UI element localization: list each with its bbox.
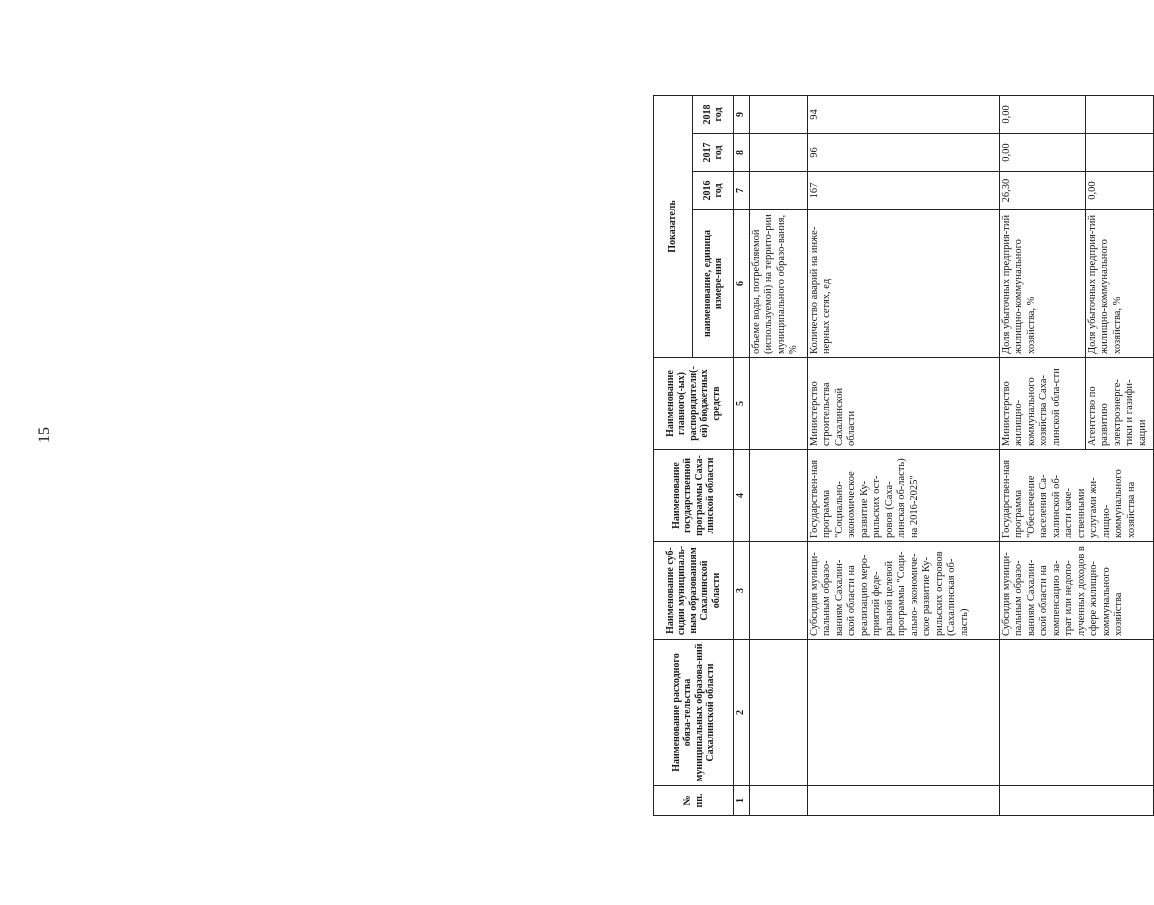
colnum-8: 8 [734,134,750,172]
header-number: № пп. [654,786,734,816]
subsidy-table [653,95,1154,816]
row3-indicator-a: Доля убыточных предприя-тий жилищно-коммунального хозяйства, % [999,210,1085,358]
colnum-5: 5 [734,358,750,450]
colnum-2: 2 [734,640,750,786]
row3-2016-a: 26,30 [999,172,1085,210]
rotated-table-container [653,96,1148,816]
row3-2016-b: 0,00 [1085,172,1153,210]
header-year-2017: 2017 год [693,134,734,172]
colnum-1: 1 [734,786,750,816]
row3-2018-b [1085,95,1153,133]
header-year-2016: 2016 год [693,172,734,210]
colnum-9: 9 [734,95,750,133]
row3-obligation [999,640,1153,786]
header-obligation: Наименование расходного обяза-тельства муниципальных образова-ний Сахалинской области [654,640,734,786]
page-number: 15 [36,427,53,443]
row2-2018: 94 [807,95,999,133]
column-number-row [734,95,750,815]
row1-indicator: объеме воды, потребляемой (используемой) на террито-рии муниципального образо-вания, % [749,210,807,358]
row1-2017 [749,134,807,172]
row3-2017-a: 0,00 [999,134,1085,172]
row1-administrator [749,358,807,450]
header-year-2018: 2018 год [693,95,734,133]
table-row [999,95,1085,815]
colnum-3: 3 [734,542,750,640]
colnum-6: 6 [734,210,750,358]
row1-number [749,786,807,816]
row1-program [749,450,807,542]
row3-2018-a: 0,00 [999,95,1085,133]
table-row [749,95,807,815]
row1-obligation [749,640,807,786]
row1-subsidy [749,542,807,640]
row2-2016: 167 [807,172,999,210]
table-row [807,95,999,815]
row1-2016 [749,172,807,210]
row2-indicator: Количество аварий на инже-нерных сетях, ед [807,210,999,358]
header-indicator-name: наименование, единица измере-ния [693,210,734,358]
header-program: Наименование государственной программы Саха-линской области [654,450,734,542]
colnum-7: 7 [734,172,750,210]
header-administrator: Наименование главного(-ых) распорядителя(-ей) бюджетных средств [654,358,734,450]
header-subsidy: Наименование суб-сидии муниципаль-ным образованиям Сахалинской области [654,542,734,640]
row3-2017-b [1085,134,1153,172]
row3-number [999,786,1153,816]
row3-program: Государствен-ная программа "Обеспечение населения Са-халинской об-ласти каче-ственными услугами жи-лищно-коммунального хозяйства на [999,450,1153,542]
row2-administrator: Министерство строительства Сахалинской области [807,358,999,450]
header-indicator-group: Показатель [654,95,693,357]
row3-subsidy: Субсидия муници-пальным образо-ваниям Сахалин-ской области на компенсацию за-трат или недопо-лученных доходов в сфере жилищно-коммунального хозяйства [999,542,1153,640]
row2-program: Государствен-ная программа "Социально-экономическое развитие Ку-рильских ост-ровов (Саха-линская об-ласть) на 2016-2025" [807,450,999,542]
row2-2017: 96 [807,134,999,172]
row3-indicator-b: Доля убыточных предприя-тий жилищно-коммунального хозяйства, % [1085,210,1153,358]
row2-obligation [807,640,999,786]
row1-2018 [749,95,807,133]
row2-subsidy: Субсидия муници-пальным образо-ваниям Сахалин-ской области на реализацию меро-приятий феде-ральной целевой программы "Соци-ально- экономиче-ское развитие Ку-рильских островов (Сахалинская об-ласть) [807,542,999,640]
row3-administrator-b: Агентство по развитию электроэнерге-тики и газифи-кации [1085,358,1153,450]
row3-administrator-a: Министерство жилищно-коммунального хозяйства Саха-линской обла-сти [999,358,1085,450]
row2-number [807,786,999,816]
colnum-4: 4 [734,450,750,542]
